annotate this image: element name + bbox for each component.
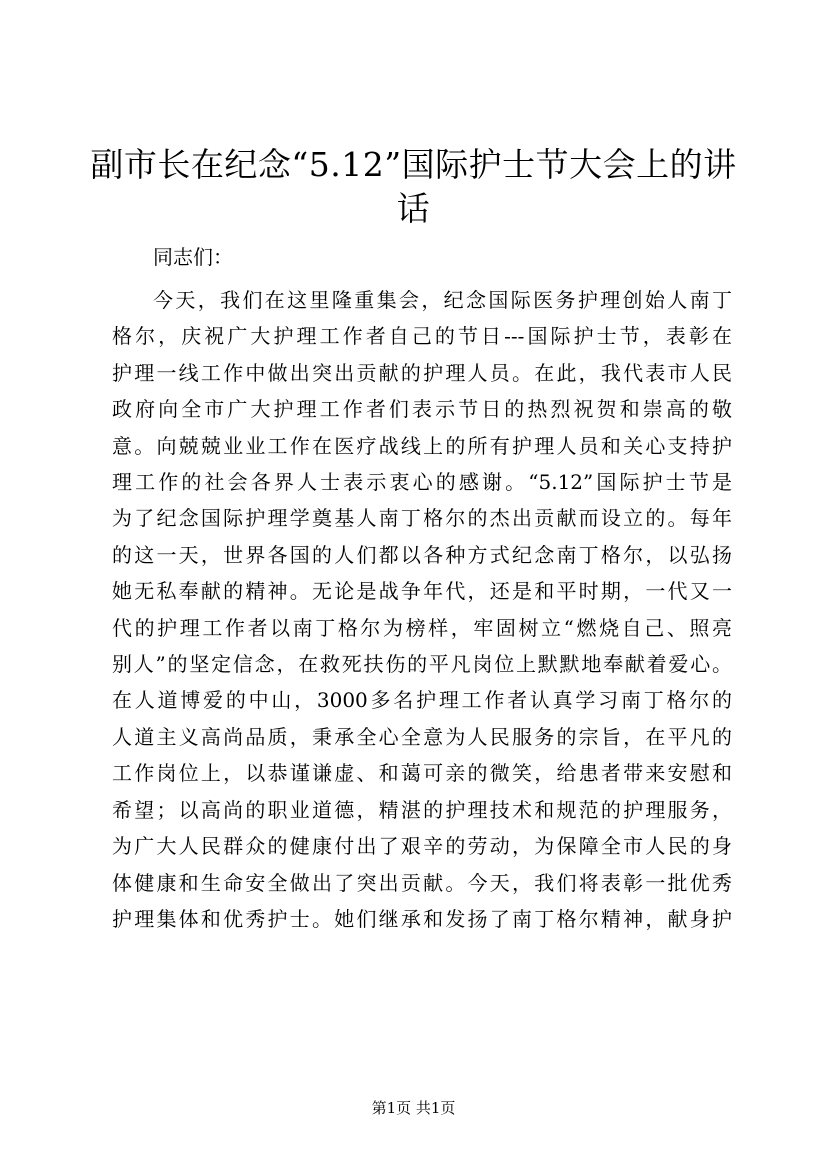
salutation: 同志们： [153, 245, 233, 269]
body-line: 的这一天，世界各国的人们都以各种方式纪念南丁格尔，以弘扬 [112, 542, 732, 567]
body-line: 今天，我们在这里隆重集会，纪念国际医务护理创始人南丁 [153, 288, 732, 312]
body-line: 体健康和生命安全做出了突出贡献。今天，我们将表彰一批优秀 [112, 870, 732, 895]
body-line: 意。向兢兢业业工作在医疗战线上的所有护理人员和关心支持护 [112, 433, 732, 458]
body-line: 工作岗位上，以恭谨谦虚、和蔼可亲的微笑，给患者带来安慰和 [112, 761, 732, 786]
body-paragraph [112, 282, 732, 937]
body-line: 为广大人民群众的健康付出了艰辛的劳动，为保障全市人民的身 [112, 834, 732, 859]
body-line: 代的护理工作者以南丁格尔为榜样，牢固树立“燃烧自己、照亮 [112, 615, 732, 640]
body-line: 为了纪念国际护理学奠基人南丁格尔的杰出贡献而设立的。每年 [112, 506, 732, 531]
body-line: 格尔，庆祝广大护理工作者自己的节日---国际护士节，表彰在 [112, 324, 732, 349]
body-line: 理工作的社会各界人士表示衷心的感谢。“5.12”国际护士节是 [112, 470, 732, 495]
body-line: 她无私奉献的精神。无论是战争年代，还是和平时期，一代又一 [112, 579, 732, 604]
body-line: 护理一线工作中做出突出贡献的护理人员。在此，我代表市人民 [112, 360, 732, 385]
body-line: 人道主义高尚品质，秉承全心全意为人民服务的宗旨，在平凡的 [112, 724, 732, 749]
body-line: 在人道博爱的中山，3000多名护理工作者认真学习南丁格尔的 [112, 688, 732, 713]
body-line: 希望；以高尚的职业道德，精湛的护理技术和规范的护理服务， [112, 797, 732, 822]
body-line: 护理集体和优秀护士。她们继承和发扬了南丁格尔精神，献身护 [112, 906, 732, 931]
body-line: 政府向全市广大护理工作者们表示节日的热烈祝贺和崇高的敬 [112, 397, 732, 422]
page-number-footer: 第1页 共1页 [371, 1099, 456, 1117]
title-line-2: 话 [396, 189, 431, 228]
document-title [90, 143, 737, 231]
body-line: 别人”的坚定信念，在救死扶伤的平凡岗位上默默地奉献着爱心。 [112, 652, 732, 677]
title-line-1: 副市长在纪念“5.12”国际护士节大会上的讲 [90, 145, 737, 184]
